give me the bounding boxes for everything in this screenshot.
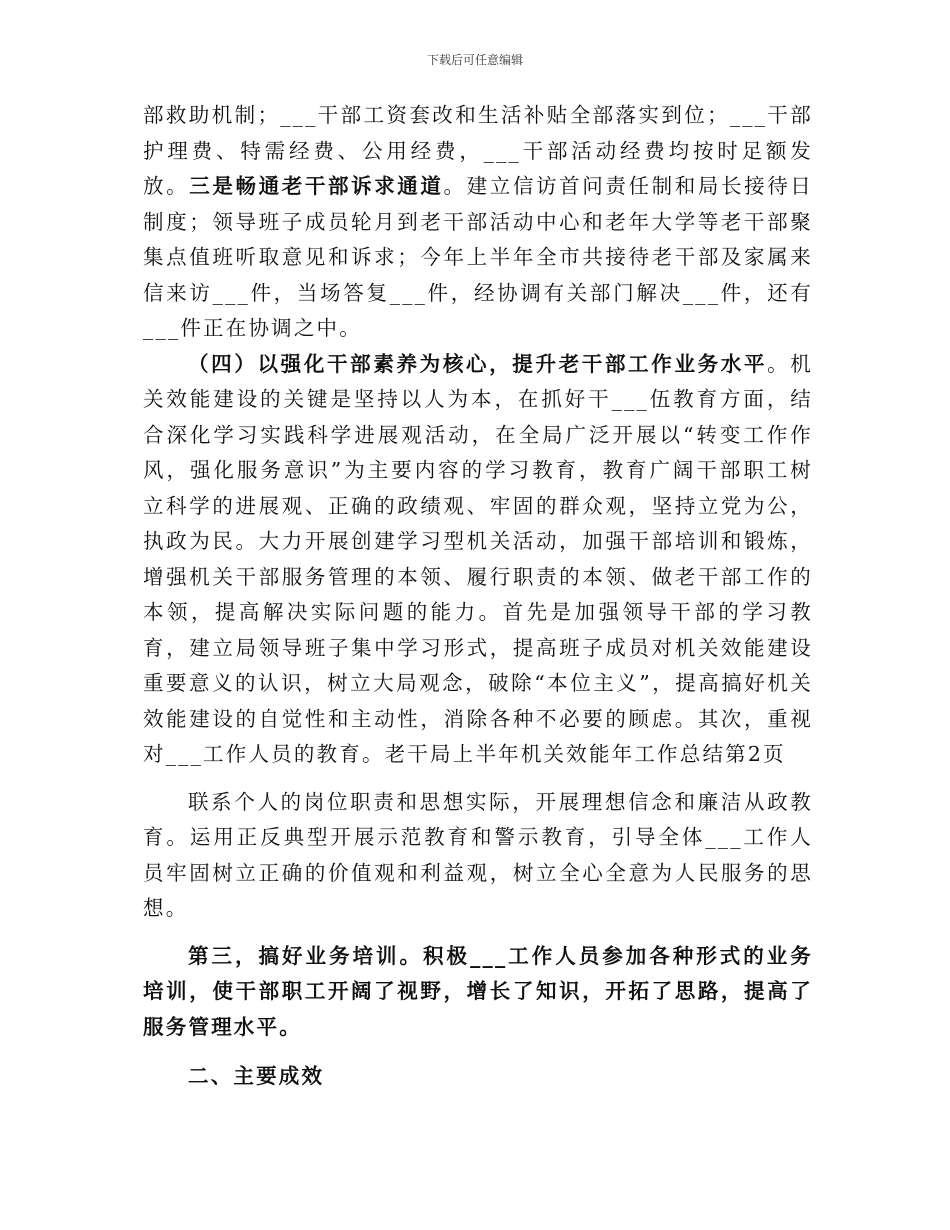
document-body <box>143 98 813 1095</box>
bold-phrase: 三是畅通老干部诉求通道 <box>189 174 444 198</box>
paragraph-education: 联系个人的岗位职责和思想实际，开展理想信念和廉洁从政教育。运用正反典型开展示范教育和警示教育，引导全体___工作人员牢固树立正确的价值观和利益观，树立全心全意为人民服务的思想。 <box>143 789 813 920</box>
paragraph-relief-and-petitions <box>143 98 813 347</box>
paragraph-section-four <box>143 347 813 773</box>
paragraph-training: 第三，搞好业务培训。积极___工作人员参加各种形式的业务培训，使干部职工开阔了视野，增长了知识，开拓了思路，提高了服务管理水平。 <box>143 943 813 1039</box>
paragraph-text: 。建立信访首问责任制和局长接待日制度；领导班子成员轮月到老干部活动中心和老年大学等老干部聚集点值班听取意见和诉求；今年上半年全市共接待老干部及家属来信来访___件，当场答复___件，经协调有关部门解决___件，还有___件正在协调之中。 <box>143 174 814 340</box>
paragraph-text: 部救助机制；___干部工资套改和生活补贴全部落实到位；___干部护理费、特需经费、公用经费，___干部活动经费均按时足额发放。 <box>143 103 813 198</box>
paragraph-text: 。机关效能建设的关键是坚持以人为本，在抓好干___伍教育方面，结合深化学习实践科学进展观活动，在全局广泛开展以“转变工作作风，强化服务意识”为主要内容的学习教育，教育广阔干部职工树立科学的进展观、正确的政绩观、牢固的群众观，坚持立党为公，执政为民。大力开展创建学习型机关活动，加强干部培训和锻炼，增强机关干部服务管理的本领、履行职责的本领、做老干部工作的本领，提高解决实际问题的能力。首先是加强领导干部的学习教育，建立局领导班子集中学习形式，提高班子成员对机关效能建设重要意义的认识，树立大局观念，破除“本位主义”，提高搞好机关效能建设的自觉性和主动性，消除各种不必要的顾虑。其次，重视对___工作人员的教育。老干局上半年机关效能年工作总结第2页 <box>143 351 814 766</box>
section-heading-results: 二、主要成效 <box>188 1064 325 1088</box>
section-heading-four: （四）以强化干部素养为核心，提升老干部工作业务水平 <box>188 351 768 376</box>
page-header: 下载后可任意编辑 <box>426 53 523 67</box>
